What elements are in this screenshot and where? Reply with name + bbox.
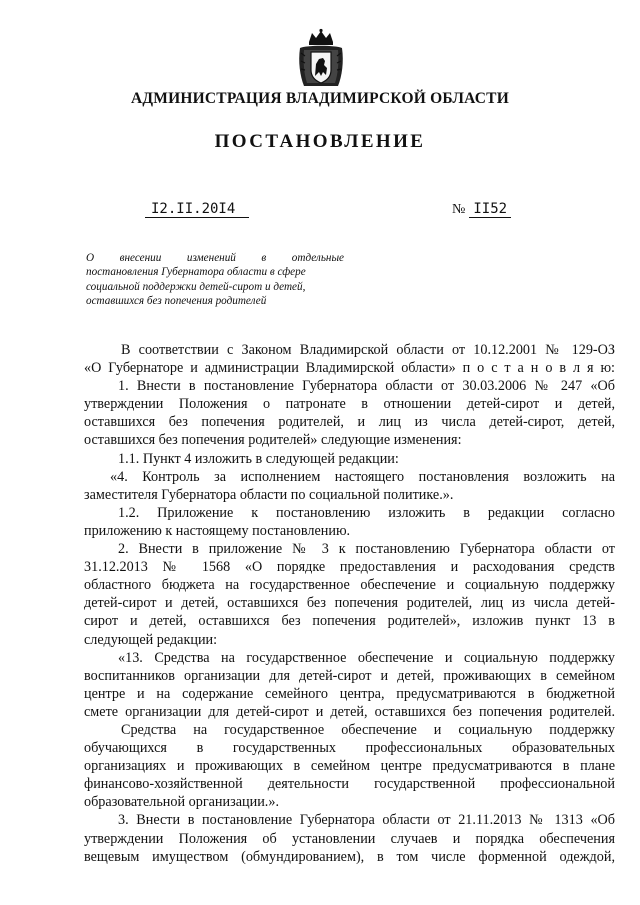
body-line: обучающихся в государственных профессиональных образовательных	[84, 740, 615, 757]
body-line: оставшихся без попечения родителей» следующие изменения:	[84, 432, 462, 449]
body-line: 1.1. Пункт 4 изложить в следующей редакции:	[118, 450, 399, 467]
document-date: I2.II.20I4	[145, 201, 249, 218]
body-line: образовательной организации.».	[84, 794, 279, 811]
body-line: воспитанников организации для детей-сирот и детей, проживающих в семейном	[84, 667, 615, 684]
subject-line: постановления Губернатора области в сфере	[86, 266, 306, 279]
body-line: центре и на содержание семейного центра, предусматриваются в бюджетной	[84, 685, 615, 702]
body-line: следующей редакции:	[84, 631, 218, 648]
number-sign: №	[452, 202, 466, 217]
body-line: 1. Внести в постановление Губернатора области от 30.03.2006 № 247 «Об	[118, 378, 615, 395]
body-line: В соответствии с Законом Владимирской области от 10.12.2001 № 129-ОЗ	[121, 342, 615, 358]
document-body	[84, 341, 615, 866]
body-line: 31.12.2013 № 1568 «О порядке предоставления и расходования средств	[84, 559, 615, 576]
document-number	[452, 201, 511, 218]
subject-line: оставшихся без попечения родителей	[86, 294, 267, 307]
body-line: областного бюджета на государственное обеспечение и социальную поддержку	[84, 577, 615, 594]
body-line: утверждении Положения о патронате в отношении детей-сирот и детей,	[84, 396, 615, 413]
body-line: 3. Внести в постановление Губернатора области от 21.11.2013 № 1313 «Об	[118, 812, 615, 829]
body-line: 1.2. Приложение к постановлению изложить в редакции согласно	[118, 504, 615, 521]
body-line: утверждении Положения об установлении случаев и порядка обеспечения	[84, 830, 615, 847]
body-line: смете организации для детей-сирот и детей, оставшихся без попечения родителей.	[84, 703, 615, 720]
body-line: 2. Внести в приложение № 3 к постановлению Губернатора области от	[118, 541, 615, 558]
body-line: Средства на государственное обеспечение и социальную поддержку	[121, 721, 615, 738]
body-line: организациях и проживающих в семейном центре предусматриваются в плане	[84, 758, 615, 775]
body-line: «13. Средства на государственное обеспечение и социальную поддержку	[118, 649, 615, 666]
subject-line: О внесении изменений в отдельные	[86, 252, 344, 264]
body-line: заместителя Губернатора области по социальной политике.».	[84, 486, 454, 503]
organization-title: АДМИНИСТРАЦИЯ ВЛАДИМИРСКОЙ ОБЛАСТИ	[131, 90, 509, 107]
number-value: II52	[469, 201, 511, 218]
document-kind-title: ПОСТАНОВЛЕНИЕ	[214, 131, 426, 152]
body-line: финансово-хозяйственной деятельности государственной профессиональной	[84, 776, 615, 793]
body-line: детей-сирот и детей, оставшихся без попечения родителей, лиц из числа детей-	[84, 595, 615, 612]
body-line: вещевым имуществом (обмундированием), в том числе форменной одеждой,	[84, 848, 615, 865]
body-line: приложению к настоящему постановлению.	[84, 522, 351, 539]
coat-of-arms-icon	[296, 28, 346, 90]
subject-block	[86, 251, 344, 308]
body-line: «4. Контроль за исполнением настоящего постановления возложить на	[110, 468, 615, 485]
body-line: сирот и детей, оставшихся без попечения родителей», изложив пункт 13 в	[84, 613, 615, 630]
body-line: «О Губернаторе и администрации Владимирской области» п о с т а н о в л я ю:	[84, 360, 615, 377]
body-line: оставшихся без попечения родителей, и лиц из числа детей-сирот, детей,	[84, 414, 615, 431]
subject-line: социальной поддержки детей-сирот и детей,	[86, 280, 306, 293]
